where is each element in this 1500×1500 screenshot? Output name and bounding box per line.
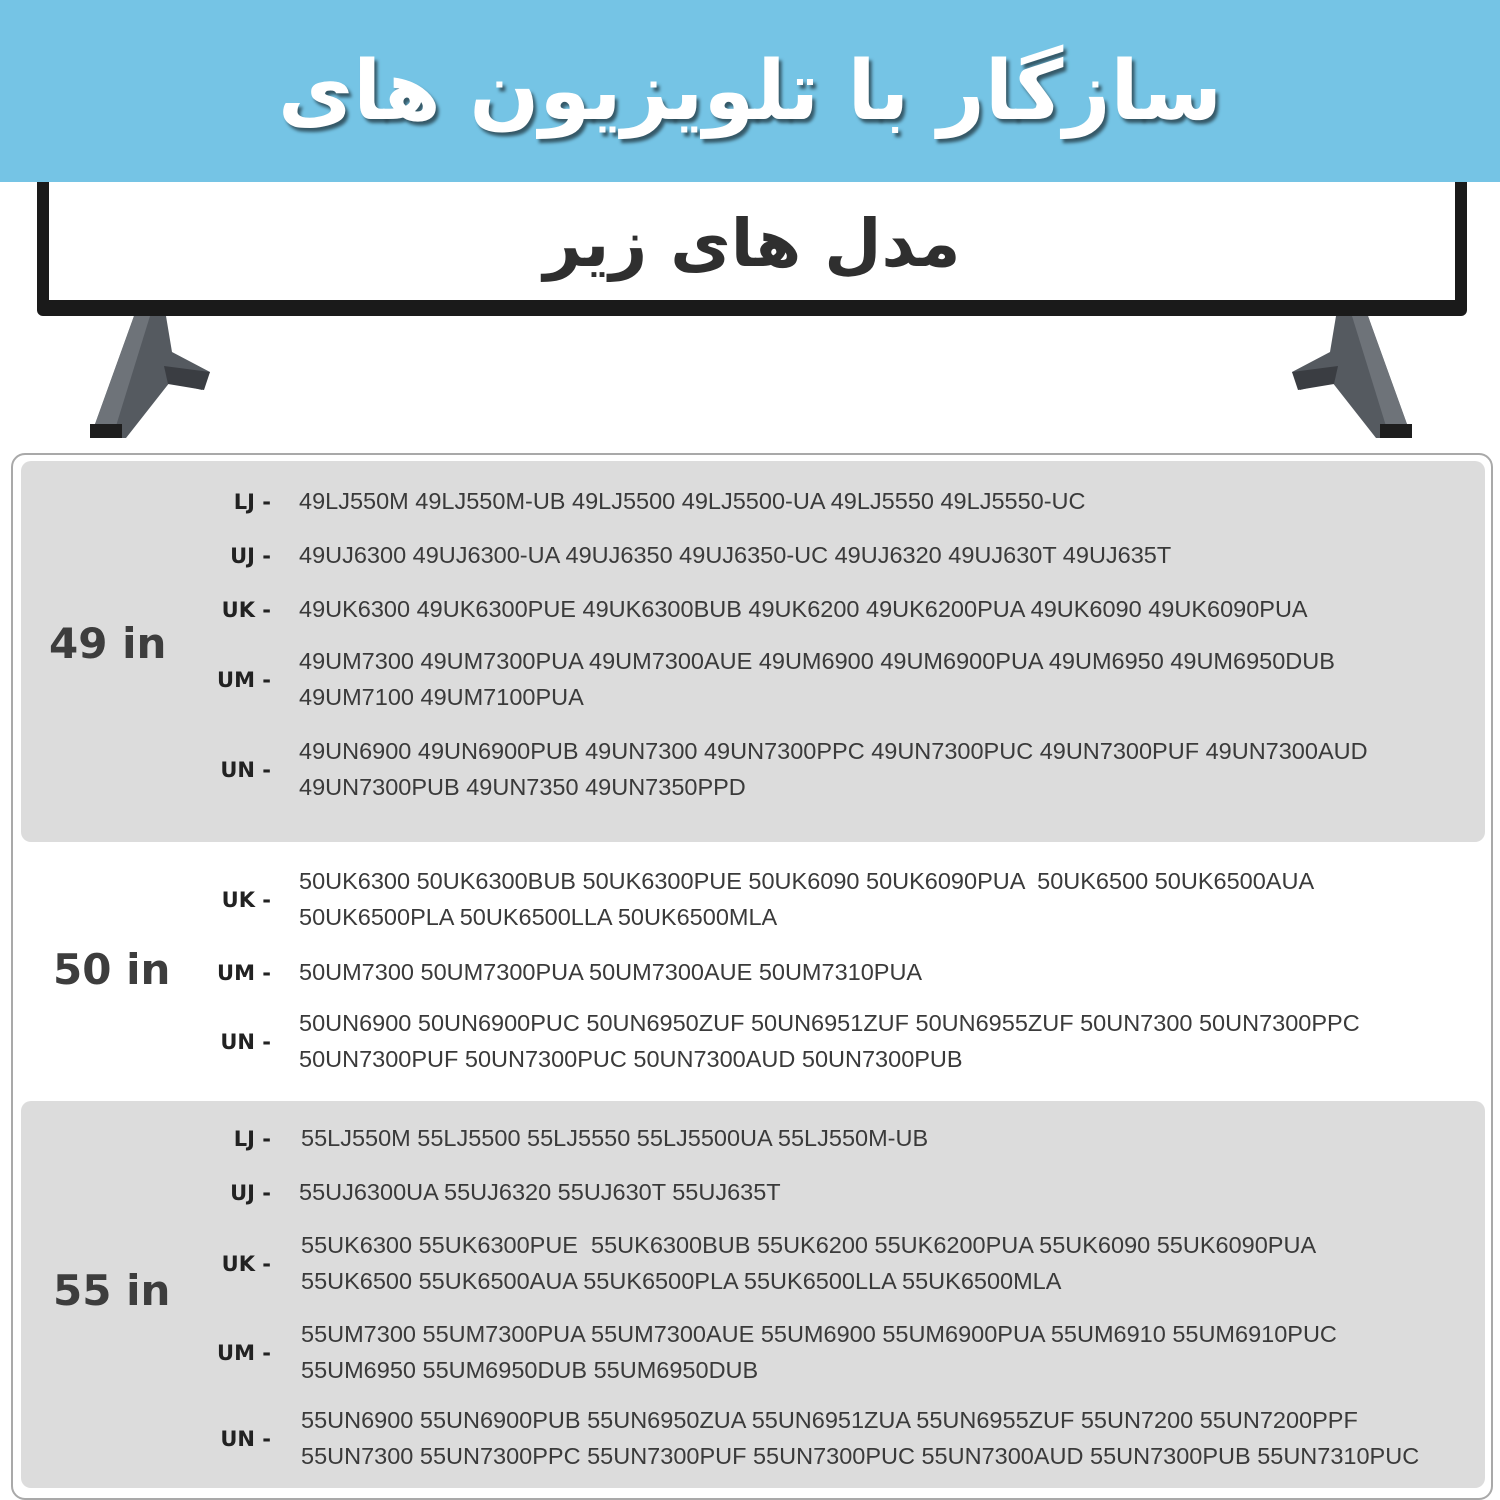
- section-55-in: [21, 1101, 1485, 1488]
- series-prefix: UM -: [217, 668, 271, 692]
- series-prefix: LJ -: [233, 1127, 271, 1151]
- model-list: 49UJ6300 49UJ6300-UA 49UJ6350 49UJ6350-UC 49UJ6320 49UJ630T 49UJ635T: [299, 542, 1172, 568]
- model-list: 55UK6300 55UK6300PUE 55UK6300BUB 55UK6200 55UK6200PUA 55UK6090 55UK6090PUA 55UK6500 55UK6500AUA 55UK6500PLA 55UK6500LLA 55UK6500MLA: [301, 1232, 1317, 1294]
- model-list: 55UJ6300UA 55UJ6320 55UJ630T 55UJ635T: [299, 1179, 781, 1205]
- series-prefix: UJ -: [230, 1181, 271, 1205]
- series-prefix: UM -: [217, 961, 271, 985]
- model-list: 49UN6900 49UN6900PUB 49UN7300 49UN7300PPC 49UN7300PUC 49UN7300PUF 49UN7300AUD 49UN7300PUB 49UN7350 49UN7350PPD: [299, 738, 1368, 800]
- series-prefix: UK -: [221, 1252, 271, 1276]
- section-49-in: [21, 461, 1485, 842]
- size-label: 55 in: [53, 1266, 171, 1315]
- series-prefix: UN -: [220, 1427, 271, 1451]
- tv-subtitle: مدل های زیر: [543, 204, 961, 282]
- model-list: 49LJ550M 49LJ550M-UB 49LJ5500 49LJ5500-UA 49LJ5550 49LJ5550-UC: [299, 488, 1086, 514]
- series-prefix: UN -: [220, 1030, 271, 1054]
- series-prefix: UK -: [221, 598, 271, 622]
- tv-screen: [49, 182, 1455, 300]
- model-list: 50UN6900 50UN6900PUC 50UN6950ZUF 50UN6951ZUF 50UN6955ZUF 50UN7300 50UN7300PPC 50UN7300PUF 50UN7300PUC 50UN7300AUD 50UN7300PUB: [299, 1010, 1360, 1072]
- model-list: 50UK6300 50UK6300BUB 50UK6300PUE 50UK6090 50UK6090PUA 50UK6500 50UK6500AUA 50UK6500PLA 50UK6500LLA 50UK6500MLA: [299, 868, 1315, 930]
- tv-frame: [37, 182, 1467, 316]
- model-list: 55LJ550M 55LJ5500 55LJ5550 55LJ5500UA 55LJ550M-UB: [301, 1125, 929, 1151]
- series-prefix: LJ -: [233, 490, 271, 514]
- model-list: 49UM7300 49UM7300PUA 49UM7300AUE 49UM6900 49UM6900PUA 49UM6950 49UM6950DUB 49UM7100 49UM7100PUA: [299, 648, 1335, 710]
- series-prefix: UN -: [220, 758, 271, 782]
- size-label: 50 in: [53, 945, 171, 994]
- section-50-in: [21, 842, 1485, 1101]
- header-banner: [0, 0, 1500, 182]
- model-list: 55UN6900 55UN6900PUB 55UN6950ZUA 55UN6951ZUA 55UN6955ZUF 55UN7200 55UN7200PPF 55UN7300 55UN7300PPC 55UN7300PUF 55UN7300PUC 55UN7300AUD 55UN7300PUB 55UN7310PUC: [301, 1407, 1420, 1469]
- model-list: 55UM7300 55UM7300PUA 55UM7300AUE 55UM6900 55UM6900PUA 55UM6910 55UM6910PUC 55UM6950 55UM6950DUB 55UM6950DUB: [301, 1321, 1337, 1383]
- tv-stand-left-icon: [86, 316, 226, 438]
- series-prefix: UM -: [217, 1341, 271, 1365]
- series-prefix: UK -: [221, 888, 271, 912]
- series-prefix: UJ -: [230, 544, 271, 568]
- tv-stand-right-icon: [1276, 316, 1416, 438]
- banner-title: سازگار با تلویزیون های: [277, 43, 1222, 139]
- model-list: 49UK6300 49UK6300PUE 49UK6300BUB 49UK6200 49UK6200PUA 49UK6090 49UK6090PUA: [299, 596, 1308, 622]
- model-list: 50UM7300 50UM7300PUA 50UM7300AUE 50UM7310PUA: [299, 959, 923, 985]
- compatibility-table: [11, 453, 1493, 1500]
- size-label: 49 in: [49, 619, 167, 668]
